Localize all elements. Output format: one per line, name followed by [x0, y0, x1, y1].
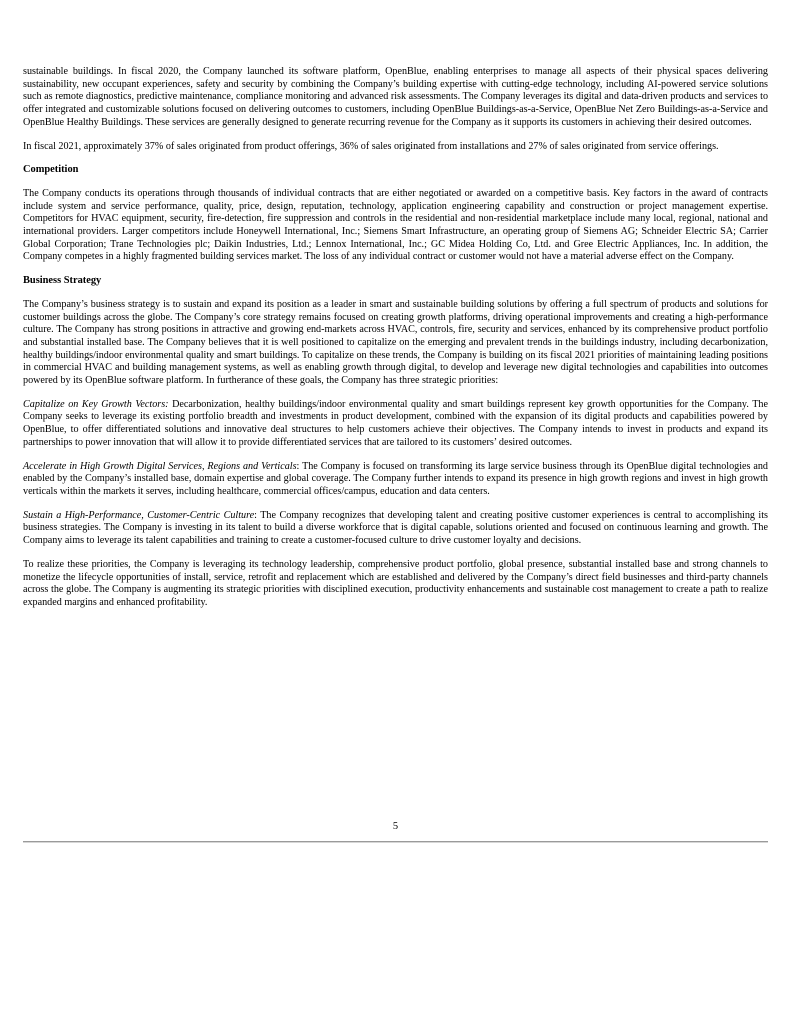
accelerate-lead: Accelerate in High Growth Digital Services, Regions and Verticals: [23, 460, 297, 472]
capitalize-lead: Capitalize on Key Growth Vectors:: [23, 398, 169, 410]
page-number: 5: [392, 821, 399, 832]
paragraph-realize: To realize these priorities, the Company is leveraging its technology leadership, comprehensive product portfolio, global presence, substantial installed base and strong channels to monetize the lifecycle opportunities of install, service, retrofit and replacement which are established and delivered by the Company’s direct field businesses and third-party channels across the globe. The Company is augmenting its strategic priorities with disciplined execution, productivity enhancements and sustainable cost management to create a path to realize expanded margins and enhanced profitability.: [23, 558, 768, 608]
document-page: [23, 66, 768, 621]
paragraph-business-strategy: The Company’s business strategy is to sustain and expand its position as a leader in smart and sustainable building solutions by offering a full spectrum of products and solutions for customer buildings across the globe. The Company’s core strategy remains focused on creating growth platforms, driving operational improvements and creating a high-performance culture. The Company has strong positions in attractive and growing end-markets across HVAC, controls, fire, security and services, enhanced by its comprehensive product portfolio and substantial installed base. The Company believes that it is well positioned to capitalize on the emerging and prevalent trends in the buildings industry, including decarbonization, healthy buildings/indoor environmental quality and smart buildings. To capitalize on these trends, the Company is building on its fiscal 2021 priorities of maintaining leading positions in commercial HVAC and building management systems, as well as enabling growth through digital, to develop and leverage new digital technologies and capabilities into outcomes powered by its OpenBlue software platform. In furtherance of these goals, the Company has three strategic priorities:: [23, 298, 768, 387]
paragraph-accelerate: [23, 461, 768, 499]
capitalize-body: Decarbonization, healthy buildings/indoor environmental quality and smart buildings represent key growth opportunities for the Company. The Company seeks to leverage its existing portfolio breadth and investments in product development, combined with the expansion of its digital products and capabilities powered by OpenBlue, to offer differentiated solutions and innovative deal structures to help customers achieve their objectives. The Company intends to invest in products and expand its partnerships to power innovation that will allow it to provide differentiated services that are tailored to its customers’ desired outcomes.: [23, 398, 768, 448]
footer-rule: [23, 841, 768, 843]
sustain-body: : The Company recognizes that developing talent and creating positive customer experiences is central to accomplishing its business strategies. The Company is investing in its talent to build a diverse workforce that is digital capable, solutions oriented and focused on continuous learning and growth. The Company aims to leverage its talent capabilities and training to create a customer-focused culture to drive customer loyalty and decisions.: [23, 509, 768, 547]
sustain-lead: Sustain a High-Performance, Customer-Centric Culture: [23, 509, 255, 521]
paragraph-capitalize: [23, 399, 768, 450]
paragraph-competition: The Company conducts its operations through thousands of individual contracts that are either negotiated or awarded on a competitive basis. Key factors in the award of contracts include system and service performance, quality, price, design, reputation, technology, application engineering capability and construction or project management expertise. Competitors for HVAC equipment, security, fire-detection, fire suppression and controls in the residential and non-residential marketplace include many local, regional, national and international providers. Larger competitors include Honeywell International, Inc.; Siemens Smart Infrastructure, an operating group of Siemens AG; Schneider Electric SA; Carrier Global Corporation; Trane Technologies plc; Daikin Industries, Ltd.; Lennox International, Inc.; GC Midea Holding Co, Ltd. and Gree Electric Appliances, Inc. In addition, the Company competes in a highly fragmented building services market. The loss of any individual contract or customer would not have a material adverse effect on the Company.: [23, 187, 768, 263]
heading-business-strategy: Business Strategy: [23, 275, 102, 287]
paragraph-sales-mix: In fiscal 2021, approximately 37% of sales originated from product offerings, 36% of sales originated from installations and 27% of sales originated from service offerings.: [23, 140, 719, 152]
paragraph-sustain: [23, 510, 768, 548]
accelerate-body: : The Company is focused on transforming its large service business through its OpenBlue digital technologies and enabled by the Company’s installed base, domain expertise and global coverage. The Company further intends to expand its presence in high growth regions and invest in high growth verticals within the markets it serves, including healthcare, commercial offices/campus, education and data centers.: [23, 460, 768, 497]
heading-competition: Competition: [23, 164, 79, 176]
paragraph-openblue: sustainable buildings. In fiscal 2020, the Company launched its software platform, OpenBlue, enabling enterprises to manage all aspects of their physical spaces delivering sustainability, new occupant experiences, safety and security by combining the Company’s building expertise with cutting-edge technology, including AI-powered service solutions such as remote diagnostics, predictive maintenance, compliance monitoring and advanced risk assessments. The Company leverages its digital and data-driven products and services to offer integrated and customizable solutions focused on delivering outcomes to customers, including OpenBlue Buildings-as-a-Service, OpenBlue Net Zero Buildings-as-a-Service and OpenBlue Healthy Buildings. These services are generally designed to generate recurring revenue for the Company as it supports its customers in achieving their desired outcomes.: [23, 66, 768, 128]
